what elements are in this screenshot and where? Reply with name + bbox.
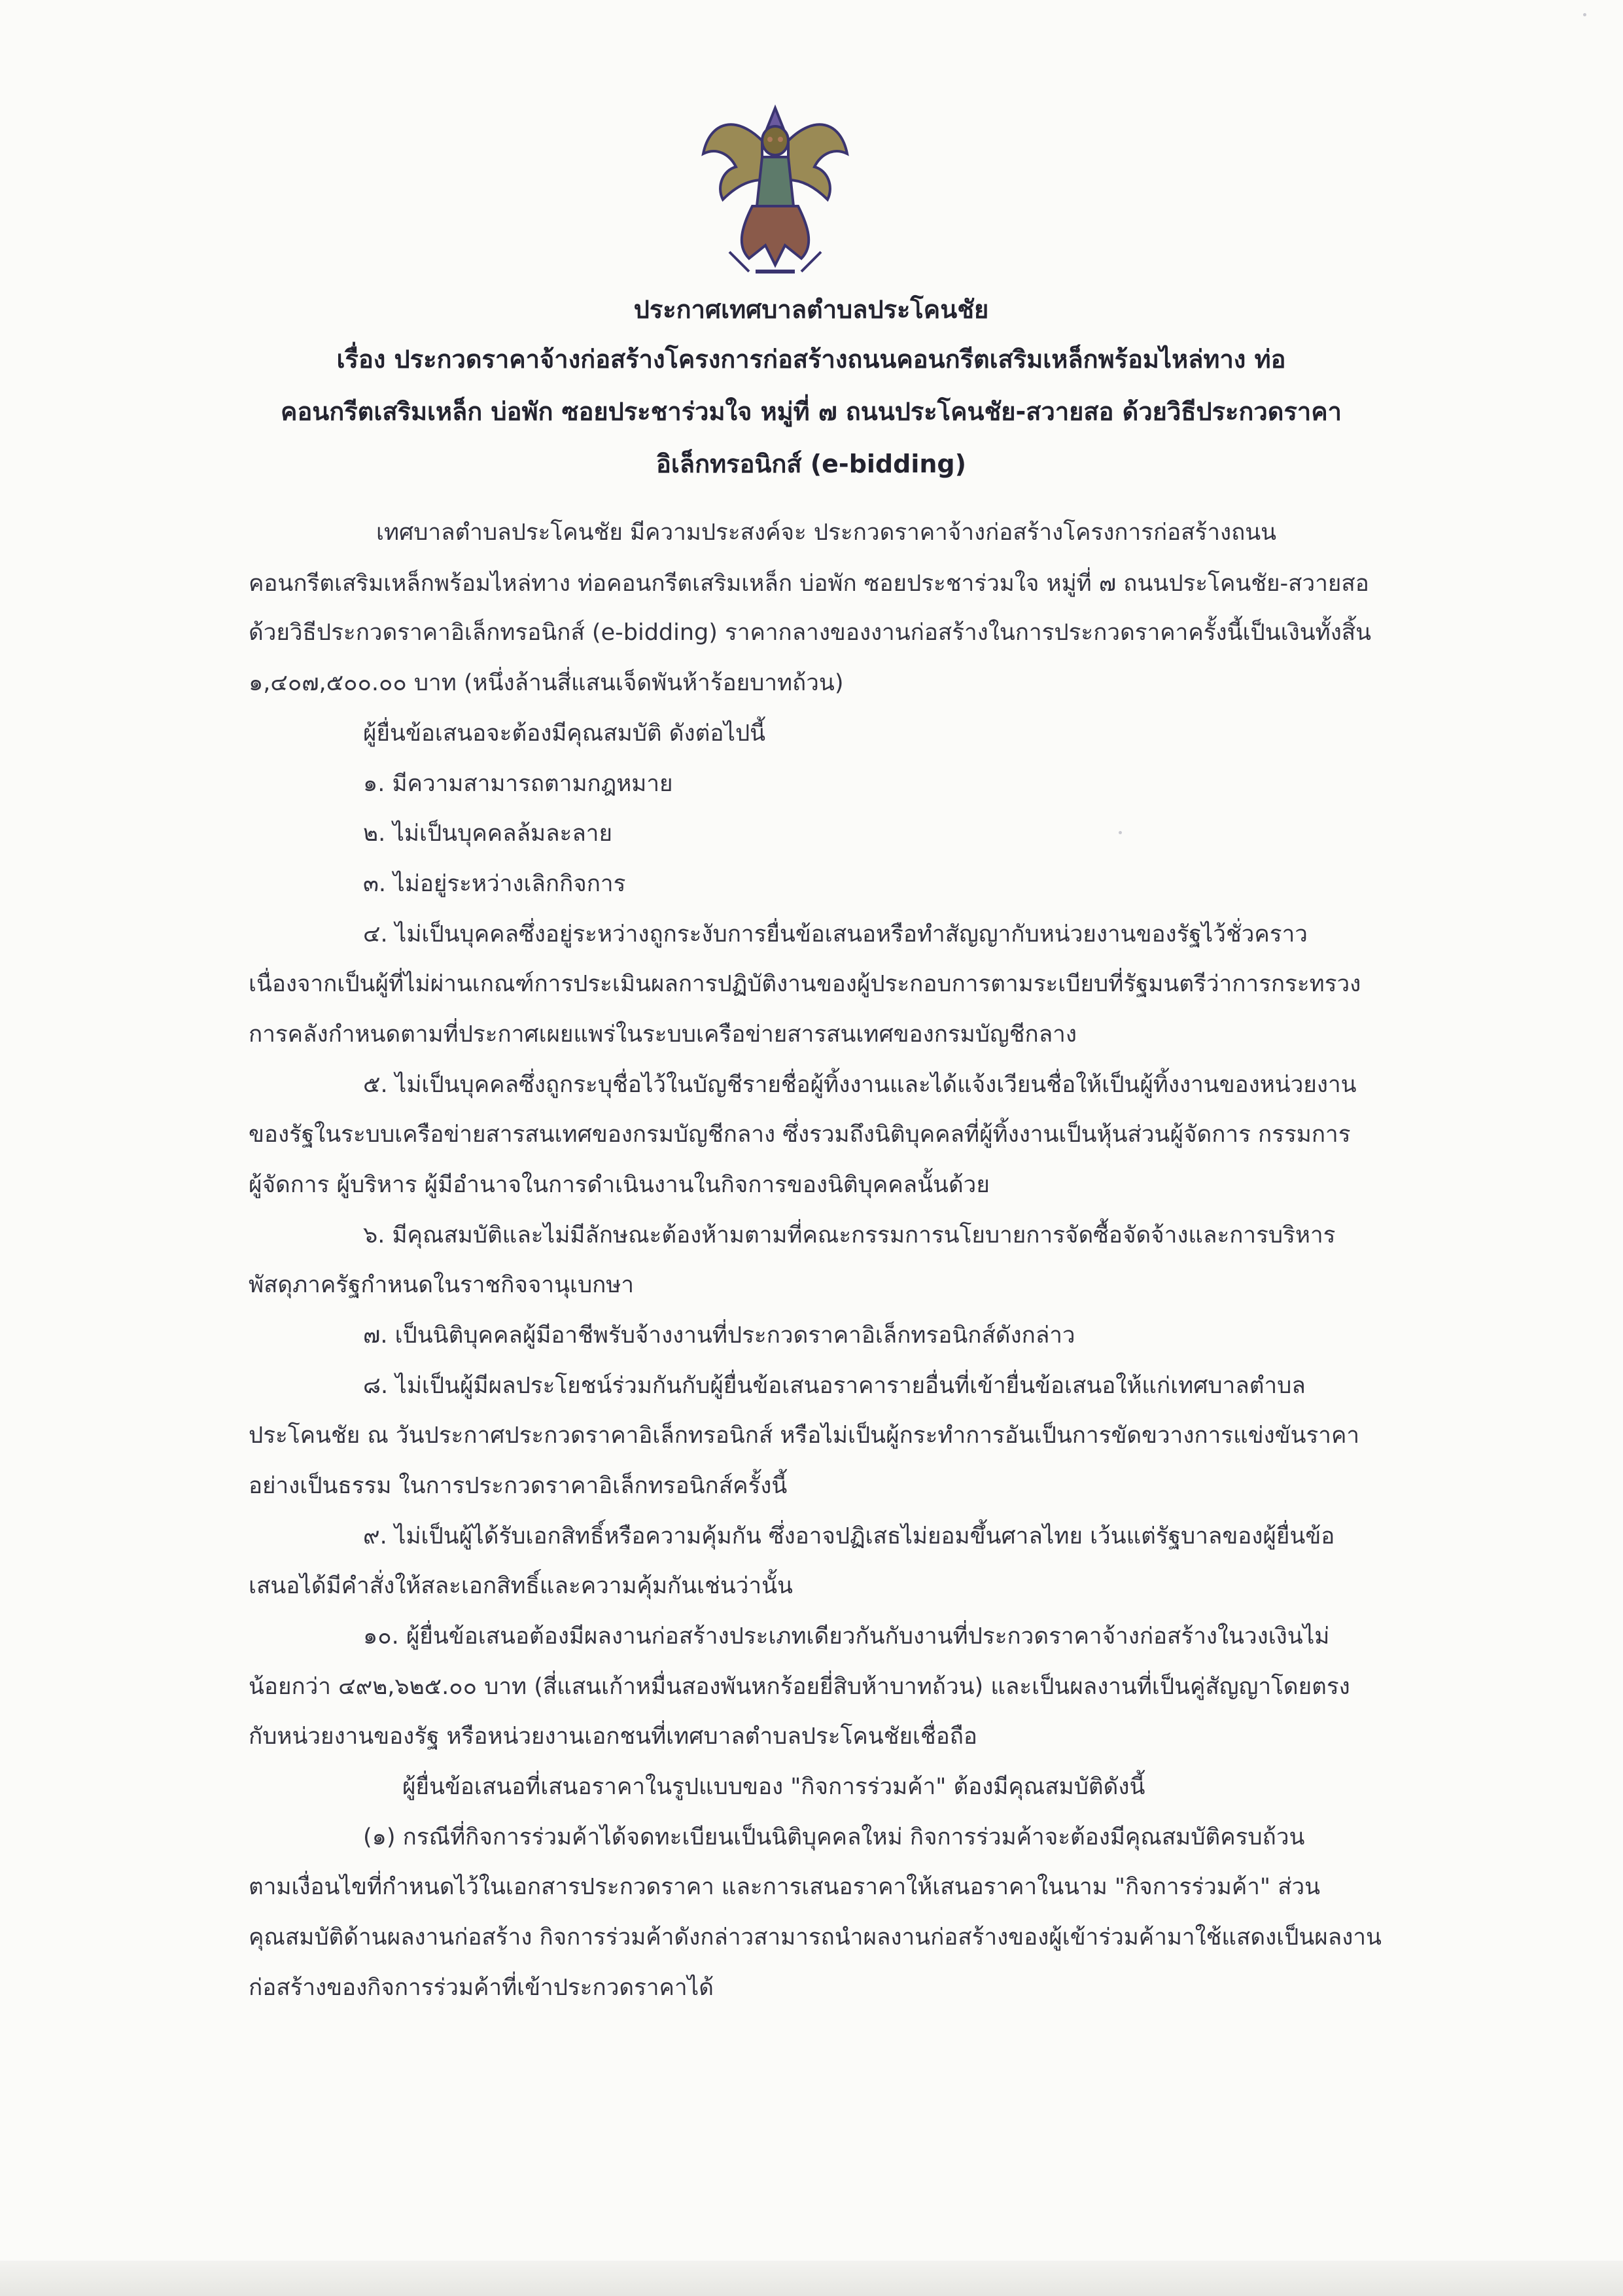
- qualification-8-line-3: อย่างเป็นธรรม ในการประกวดราคาอิเล็กทรอนิกส์ครั้งนี้: [249, 1473, 788, 1499]
- qualification-2: ๒. ไม่เป็นบุคคลล้มละลาย: [363, 821, 612, 847]
- qualification-4-line-3: การคลังกำหนดตามที่ประกาศเผยแพร่ในระบบเครือข่ายสารสนเทศของกรมบัญชีกลาง: [249, 1021, 1077, 1048]
- scan-bottom-edge: [0, 2261, 1623, 2296]
- qualification-6-line-1: ๖. มีคุณสมบัติและไม่มีลักษณะต้องห้ามตามที่คณะกรรมการนโยบายการจัดซื้อจัดจ้างและการบริหาร: [363, 1222, 1336, 1248]
- qualification-7: ๗. เป็นนิติบุคคลผู้มีอาชีพรับจ้างงานที่ประกวดราคาอิเล็กทรอนิกส์ดังกล่าว: [363, 1322, 1075, 1349]
- qualification-5-line-3: ผู้จัดการ ผู้บริหาร ผู้มีอำนาจในการดำเนินงานในกิจการของนิติบุคคลนั้นด้วย: [249, 1172, 990, 1198]
- announcement-subject-line-1: เรื่อง ประกวดราคาจ้างก่อสร้างโครงการก่อสร้างถนนคอนกรีตเสริมเหล็กพร้อมไหล่ทาง ท่อ: [336, 345, 1286, 374]
- qualification-9-line-2: เสนอได้มีคำสั่งให้สละเอกสิทธิ์และความคุ้มกันเช่นว่านั้น: [249, 1573, 793, 1599]
- qualification-1: ๑. มีความสามารถตามกฎหมาย: [363, 771, 673, 797]
- qualification-8-line-2: ประโคนชัย ณ วันประกาศประกวดราคาอิเล็กทรอนิกส์ หรือไม่เป็นผู้กระทำการอันเป็นการขัดขวางการแข่งขันราคา: [249, 1422, 1360, 1449]
- qualification-3: ๓. ไม่อยู่ระหว่างเลิกกิจการ: [363, 871, 626, 897]
- qualification-10-line-1: ๑๐. ผู้ยื่นข้อเสนอต้องมีผลงานก่อสร้างประเภทเดียวกันกับงานที่ประกวดราคาจ้างก่อสร้างในวงเงินไม่: [363, 1623, 1330, 1650]
- joint-venture-heading: ผู้ยื่นข้อเสนอที่เสนอราคาในรูปแบบของ "กิจการร่วมค้า" ต้องมีคุณสมบัติดังนี้: [402, 1774, 1145, 1800]
- qualification-5-line-1: ๕. ไม่เป็นบุคคลซึ่งถูกระบุชื่อไว้ในบัญชีรายชื่อผู้ทิ้งงานและได้แจ้งเวียนชื่อให้เป็นผู้ทิ้งงานของหน่วยงาน: [363, 1072, 1357, 1098]
- qualification-4-line-1: ๔. ไม่เป็นบุคคลซึ่งอยู่ระหว่างถูกระงับการยื่นข้อเสนอหรือทำสัญญากับหน่วยงานของรัฐไว้ชั่วคราว: [363, 921, 1308, 947]
- announcement-subject-line-3: อิเล็กทรอนิกส์ (e-bidding): [656, 450, 966, 478]
- joint-venture-1-line-4: ก่อสร้างของกิจการร่วมค้าที่เข้าประกวดราคาได้: [249, 1975, 714, 2001]
- intro-line-1: เทศบาลตำบลประโคนชัย มีความประสงค์จะ ประกวดราคาจ้างก่อสร้างโครงการก่อสร้างถนน: [376, 520, 1277, 546]
- garuda-emblem: [690, 95, 860, 285]
- intro-line-3: ด้วยวิธีประกวดราคาอิเล็กทรอนิกส์ (e-bidding) ราคากลางของงานก่อสร้างในการประกวดราคาครั้งนี้เป็นเงินทั้งสิ้น: [249, 620, 1372, 646]
- announcement-org: ประกาศเทศบาลตำบลประโคนชัย: [633, 295, 989, 324]
- qualification-6-line-2: พัสดุภาครัฐกำหนดในราชกิจจานุเบกษา: [249, 1272, 635, 1298]
- qualification-9-line-1: ๙. ไม่เป็นผู้ได้รับเอกสิทธิ์หรือความคุ้มกัน ซึ่งอาจปฏิเสธไม่ยอมขึ้นศาลไทย เว้นแต่รัฐบาลของผู้ยื่นข้อ: [363, 1523, 1335, 1549]
- scan-speck: [1119, 831, 1122, 834]
- qualification-10-line-3: กับหน่วยงานของรัฐ หรือหน่วยงานเอกชนที่เทศบาลตำบลประโคนชัยเชื่อถือ: [249, 1723, 977, 1750]
- qualification-4-line-2: เนื่องจากเป็นผู้ที่ไม่ผ่านเกณฑ์การประเมินผลการปฏิบัติงานของผู้ประกอบการตามระเบียบที่รัฐมนตรีว่าการกระทรวง: [249, 971, 1361, 997]
- joint-venture-1-line-2: ตามเงื่อนไขที่กำหนดไว้ในเอกสารประกวดราคา และการเสนอราคาให้เสนอราคาในนาม "กิจการร่วมค้า" ส่วน: [249, 1874, 1321, 1900]
- scan-speck: [1583, 13, 1586, 16]
- qualification-heading: ผู้ยื่นข้อเสนอจะต้องมีคุณสมบัติ ดังต่อไปนี้: [363, 720, 766, 747]
- joint-venture-1-line-3: คุณสมบัติด้านผลงานก่อสร้าง กิจการร่วมค้าดังกล่าวสามารถนำผลงานก่อสร้างของผู้เข้าร่วมค้ามาใช้แสดงเป็นผลงาน: [249, 1924, 1382, 1951]
- qualification-10-line-2: น้อยกว่า ๔๙๒,๖๒๕.๐๐ บาท (สี่แสนเก้าหมื่นสองพันหกร้อยยี่สิบห้าบาทถ้วน) และเป็นผลงานที่เป็นคู่สัญญาโดยตรง: [249, 1674, 1350, 1700]
- intro-line-4: ๑,๔๐๗,๕๐๐.๐๐ บาท (หนึ่งล้านสี่แสนเจ็ดพันห้าร้อยบาทถ้วน): [249, 670, 844, 696]
- qualification-8-line-1: ๘. ไม่เป็นผู้มีผลประโยชน์ร่วมกันกับผู้ยื่นข้อเสนอราคารายอื่นที่เข้ายื่นข้อเสนอให้แก่เทศบาลตำบล: [363, 1373, 1306, 1399]
- joint-venture-1-line-1: (๑) กรณีที่กิจการร่วมค้าได้จดทะเบียนเป็นนิติบุคคลใหม่ กิจการร่วมค้าจะต้องมีคุณสมบัติครบถ้วน: [363, 1824, 1305, 1850]
- qualification-5-line-2: ของรัฐในระบบเครือข่ายสารสนเทศของกรมบัญชีกลาง ซึ่งรวมถึงนิติบุคคลที่ผู้ทิ้งงานเป็นหุ้นส่วนผู้จัดการ กรรมการ: [249, 1122, 1351, 1148]
- announcement-subject-line-2: คอนกรีตเสริมเหล็ก บ่อพัก ซอยประชาร่วมใจ หมู่ที่ ๗ ถนนประโคนชัย-สวายสอ ด้วยวิธีประกวดราคา: [281, 397, 1342, 426]
- intro-line-2: คอนกรีตเสริมเหล็กพร้อมไหล่ทาง ท่อคอนกรีตเสริมเหล็ก บ่อพัก ซอยประชาร่วมใจ หมู่ที่ ๗ ถนนประโคนชัย-สวายสอ: [249, 571, 1369, 597]
